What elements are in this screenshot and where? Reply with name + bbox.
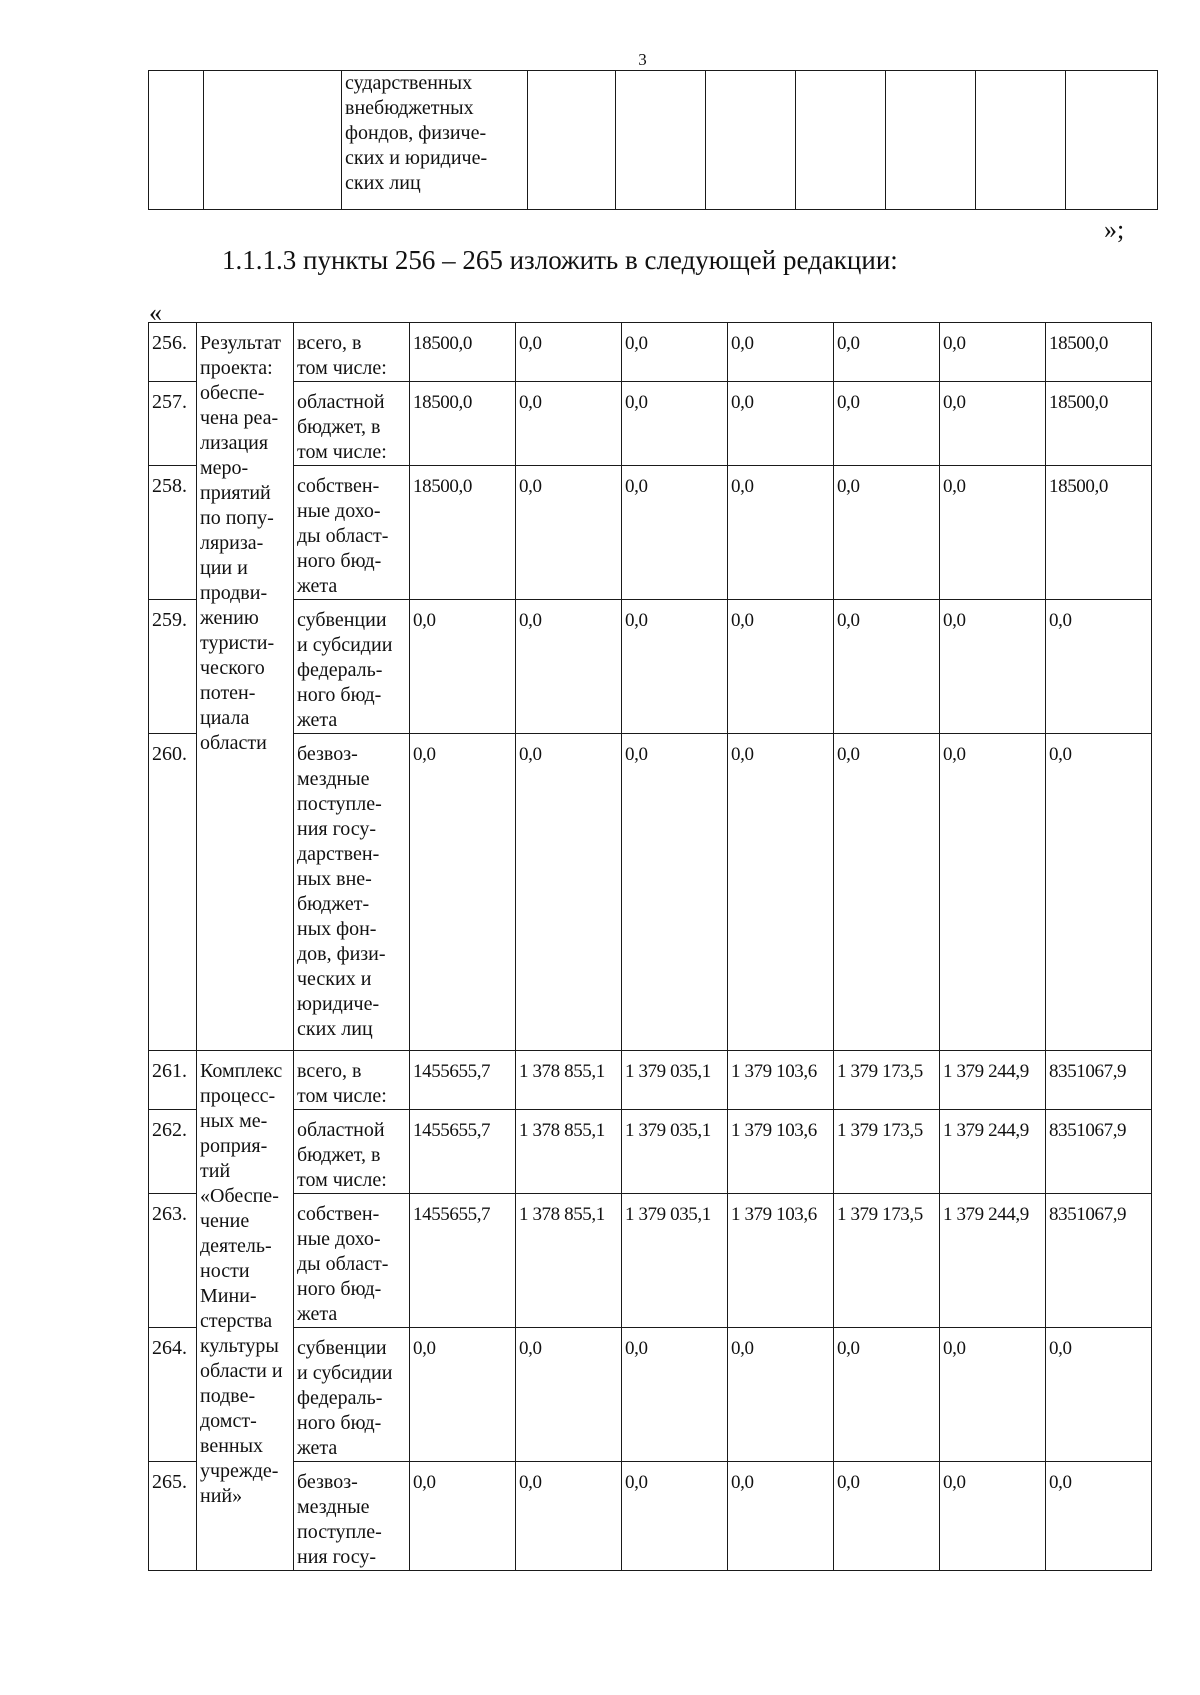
- row-number-cell: [149, 71, 204, 210]
- amount-cell: 0,0: [728, 600, 834, 734]
- amount-cell: 0,0: [410, 600, 516, 734]
- amount-cell: 18500,0: [410, 323, 516, 382]
- amount-cell: 1 379 244,9: [940, 1194, 1046, 1328]
- amount-cell: 0,0: [728, 323, 834, 382]
- amount-cell: 0,0: [516, 1462, 622, 1571]
- row-number-cell: 262.: [149, 1110, 197, 1194]
- page-number: 3: [638, 50, 647, 69]
- amount-cell: 0,0: [1046, 1462, 1152, 1571]
- amount-cell: 0,0: [834, 1328, 940, 1462]
- funding-source-cell: субвенции и субсидии федераль- ного бюд- жета: [294, 1328, 410, 1462]
- description-cell: сударственных внебюджетных фондов, физиче- ских и юридиче- ских лиц: [342, 71, 528, 210]
- amount-cell: 0,0: [516, 323, 622, 382]
- value-cell: [528, 71, 616, 210]
- amount-cell: 0,0: [516, 1328, 622, 1462]
- amount-cell: 0,0: [834, 323, 940, 382]
- row-number-cell: 258.: [149, 466, 197, 600]
- table-row: [149, 1462, 1152, 1571]
- amount-cell: 0,0: [1046, 1328, 1152, 1462]
- value-cell: [796, 71, 886, 210]
- table-row: [149, 600, 1152, 734]
- row-number-cell: 259.: [149, 600, 197, 734]
- amount-cell: 0,0: [622, 1462, 728, 1571]
- funding-source-cell: всего, в том числе:: [294, 323, 410, 382]
- amount-cell: 1 379 103,6: [728, 1110, 834, 1194]
- amount-cell: 1 378 855,1: [516, 1194, 622, 1328]
- amount-cell: 1 379 035,1: [622, 1194, 728, 1328]
- amount-cell: 18500,0: [410, 466, 516, 600]
- instruction-text: 1.1.1.3 пункты 256 – 265 изложить в следующей редакции:: [222, 245, 898, 275]
- amount-cell: 0,0: [834, 382, 940, 466]
- amount-cell: 1 379 173,5: [834, 1194, 940, 1328]
- amount-cell: 0,0: [622, 323, 728, 382]
- funding-source-cell: областной бюджет, в том числе:: [294, 382, 410, 466]
- amount-cell: 0,0: [834, 734, 940, 1051]
- amount-cell: 0,0: [516, 600, 622, 734]
- amount-cell: 8351067,9: [1046, 1051, 1152, 1110]
- amount-cell: 0,0: [728, 1328, 834, 1462]
- amount-cell: 0,0: [940, 382, 1046, 466]
- amount-cell: 0,0: [940, 466, 1046, 600]
- amount-cell: 1 379 244,9: [940, 1051, 1046, 1110]
- row-number-cell: 261.: [149, 1051, 197, 1110]
- amount-cell: 1455655,7: [410, 1194, 516, 1328]
- amount-cell: 0,0: [1046, 600, 1152, 734]
- value-cell: [886, 71, 976, 210]
- table-row: [149, 1194, 1152, 1328]
- amount-cell: 0,0: [940, 323, 1046, 382]
- amount-cell: 0,0: [622, 1328, 728, 1462]
- amount-cell: 0,0: [940, 1462, 1046, 1571]
- amount-cell: 0,0: [622, 734, 728, 1051]
- table-row: [149, 1051, 1152, 1110]
- funding-source-cell: собствен- ные дохо- ды област- ного бюд- жета: [294, 1194, 410, 1328]
- amount-cell: 18500,0: [1046, 323, 1152, 382]
- amount-cell: 0,0: [940, 600, 1046, 734]
- funding-table: [148, 322, 1152, 1571]
- amount-cell: 0,0: [410, 1462, 516, 1571]
- amount-cell: 1 379 035,1: [622, 1051, 728, 1110]
- row-number-cell: 263.: [149, 1194, 197, 1328]
- row-number-cell: 260.: [149, 734, 197, 1051]
- row-number-cell: 264.: [149, 1328, 197, 1462]
- amount-cell: 0,0: [516, 466, 622, 600]
- opening-quote: «: [149, 298, 162, 327]
- amount-cell: 1 378 855,1: [516, 1051, 622, 1110]
- funding-source-cell: всего, в том числе:: [294, 1051, 410, 1110]
- amount-cell: 1 379 103,6: [728, 1194, 834, 1328]
- amount-cell: 1 378 855,1: [516, 1110, 622, 1194]
- amount-cell: 1 379 103,6: [728, 1051, 834, 1110]
- amount-cell: 1 379 244,9: [940, 1110, 1046, 1194]
- value-cell: [976, 71, 1066, 210]
- value-cell: [616, 71, 706, 210]
- amount-cell: 18500,0: [410, 382, 516, 466]
- group-label-cell: Комплекс процесс- ных ме- роприя- тий «Обеспе- чение деятель- ности Мини- стерства культуры области и подве- домст- венных учрежде- ний»: [197, 1051, 294, 1571]
- amount-cell: 1455655,7: [410, 1051, 516, 1110]
- continuation-table: [148, 70, 1158, 210]
- amount-cell: 1455655,7: [410, 1110, 516, 1194]
- amount-cell: 8351067,9: [1046, 1194, 1152, 1328]
- amount-cell: 0,0: [728, 1462, 834, 1571]
- row-number-cell: 256.: [149, 323, 197, 382]
- amount-cell: 1 379 035,1: [622, 1110, 728, 1194]
- row-number-cell: 257.: [149, 382, 197, 466]
- amount-cell: 0,0: [410, 734, 516, 1051]
- amount-cell: 8351067,9: [1046, 1110, 1152, 1194]
- amount-cell: 0,0: [1046, 734, 1152, 1051]
- value-cell: [706, 71, 796, 210]
- amount-cell: 0,0: [834, 600, 940, 734]
- amount-cell: 0,0: [940, 1328, 1046, 1462]
- amount-cell: 0,0: [516, 734, 622, 1051]
- amount-cell: 1 379 173,5: [834, 1110, 940, 1194]
- amount-cell: 0,0: [622, 382, 728, 466]
- amount-cell: 0,0: [622, 466, 728, 600]
- funding-source-cell: субвенции и субсидии федераль- ного бюд- жета: [294, 600, 410, 734]
- row-number-cell: 265.: [149, 1462, 197, 1571]
- amount-cell: 1 379 173,5: [834, 1051, 940, 1110]
- amount-cell: 0,0: [622, 600, 728, 734]
- amount-cell: 0,0: [728, 466, 834, 600]
- table-row: [149, 1328, 1152, 1462]
- funding-source-cell: областной бюджет, в том числе:: [294, 1110, 410, 1194]
- amount-cell: 0,0: [728, 382, 834, 466]
- closing-quote: »;: [1104, 215, 1125, 244]
- amount-cell: 18500,0: [1046, 466, 1152, 600]
- label-cell: [204, 71, 342, 210]
- table-row: [149, 1110, 1152, 1194]
- funding-source-cell: безвоз- мездные поступле- ния госу-: [294, 1462, 410, 1571]
- funding-source-cell: собствен- ные дохо- ды област- ного бюд- жета: [294, 466, 410, 600]
- amount-cell: 0,0: [834, 1462, 940, 1571]
- amount-cell: 0,0: [940, 734, 1046, 1051]
- amount-cell: 0,0: [516, 382, 622, 466]
- amount-cell: 0,0: [410, 1328, 516, 1462]
- value-cell: [1066, 71, 1158, 210]
- funding-source-cell: безвоз- мездные поступле- ния госу- дарствен- ных вне- бюджет- ных фон- дов, физи- ческих и юридиче- ских лиц: [294, 734, 410, 1051]
- amount-cell: 18500,0: [1046, 382, 1152, 466]
- table-row: [149, 71, 1158, 210]
- table-row: [149, 466, 1152, 600]
- table-row: [149, 382, 1152, 466]
- table-row: [149, 323, 1152, 382]
- group-label-cell: Результат проекта: обеспе- чена реа- лизация меро- приятий по попу- ляриза- ции и продви- жению туристи- ческого потен- циала области: [197, 323, 294, 1051]
- amount-cell: 0,0: [728, 734, 834, 1051]
- amount-cell: 0,0: [834, 466, 940, 600]
- table-row: [149, 734, 1152, 1051]
